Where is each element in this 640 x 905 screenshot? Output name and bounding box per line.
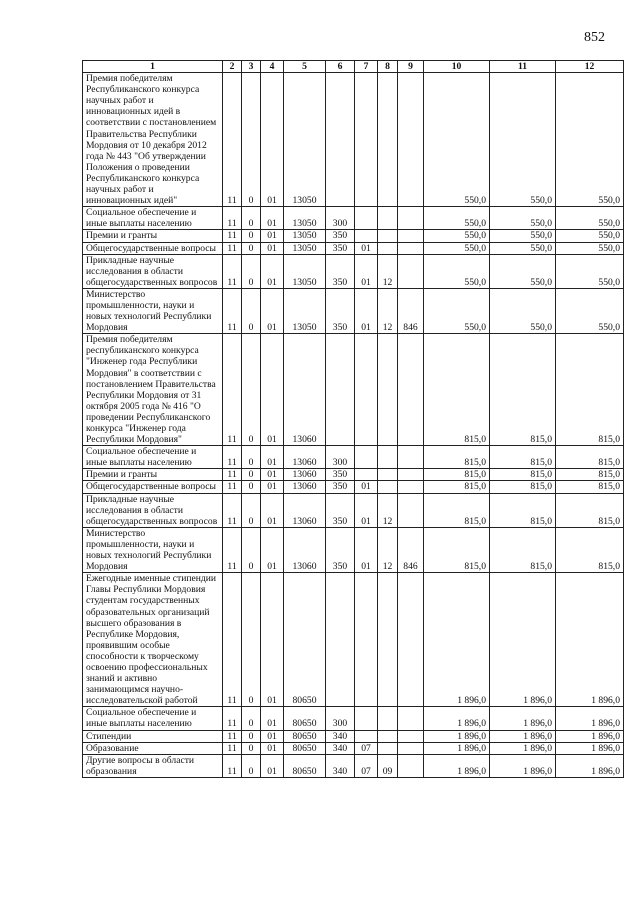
code-cell: 11 bbox=[223, 230, 242, 242]
code-cell bbox=[378, 73, 398, 207]
code-cell: 0 bbox=[242, 493, 261, 527]
amount-cell: 1 896,0 bbox=[556, 707, 624, 730]
amount-cell: 815,0 bbox=[424, 334, 490, 446]
code-cell bbox=[398, 707, 424, 730]
code-cell: 01 bbox=[355, 288, 378, 333]
code-cell: 01 bbox=[261, 481, 284, 493]
code-cell bbox=[378, 742, 398, 754]
code-cell: 01 bbox=[261, 527, 284, 572]
code-cell: 13050 bbox=[284, 254, 326, 288]
code-cell: 0 bbox=[242, 242, 261, 254]
code-cell bbox=[398, 230, 424, 242]
code-cell: 13050 bbox=[284, 288, 326, 333]
header-row bbox=[83, 61, 624, 73]
row-name-cell: Премия победителям Республиканского конкурса научных работ и инновационных идей в соответствии с постановлением Правительства Республики Мордовия от 10 декабря 2012 года № 443 "Об утверждении Положения о проведении Республиканского конкурса научных работ и инновационных идей" bbox=[83, 73, 223, 207]
code-cell bbox=[378, 334, 398, 446]
code-cell bbox=[378, 730, 398, 742]
code-cell: 340 bbox=[326, 730, 355, 742]
code-cell: 80650 bbox=[284, 573, 326, 707]
amount-cell: 815,0 bbox=[424, 493, 490, 527]
code-cell: 300 bbox=[326, 446, 355, 469]
row-name-cell: Прикладные научные исследования в области общегосударственных вопросов bbox=[83, 493, 223, 527]
code-cell: 11 bbox=[223, 527, 242, 572]
code-cell bbox=[378, 469, 398, 481]
code-cell: 350 bbox=[326, 242, 355, 254]
amount-cell: 550,0 bbox=[490, 207, 556, 230]
code-cell: 0 bbox=[242, 230, 261, 242]
code-cell: 11 bbox=[223, 73, 242, 207]
code-cell: 13060 bbox=[284, 493, 326, 527]
code-cell: 01 bbox=[261, 573, 284, 707]
col-header: 8 bbox=[378, 61, 398, 73]
amount-cell: 1 896,0 bbox=[556, 754, 624, 777]
code-cell bbox=[398, 242, 424, 254]
col-header: 9 bbox=[398, 61, 424, 73]
budget-table bbox=[82, 60, 624, 778]
table-row bbox=[83, 230, 624, 242]
code-cell: 846 bbox=[398, 527, 424, 572]
row-name-cell: Прикладные научные исследования в области общегосударственных вопросов bbox=[83, 254, 223, 288]
amount-cell: 815,0 bbox=[424, 446, 490, 469]
code-cell: 13050 bbox=[284, 207, 326, 230]
code-cell bbox=[378, 481, 398, 493]
code-cell bbox=[355, 73, 378, 207]
row-name-cell: Социальное обеспечение и иные выплаты населению bbox=[83, 207, 223, 230]
row-name-cell: Социальное обеспечение и иные выплаты населению bbox=[83, 446, 223, 469]
row-name-cell: Общегосударственные вопросы bbox=[83, 242, 223, 254]
amount-cell: 1 896,0 bbox=[490, 573, 556, 707]
code-cell: 01 bbox=[261, 288, 284, 333]
table-row bbox=[83, 707, 624, 730]
amount-cell: 550,0 bbox=[490, 73, 556, 207]
table-body bbox=[83, 73, 624, 778]
code-cell: 350 bbox=[326, 481, 355, 493]
code-cell: 0 bbox=[242, 469, 261, 481]
row-name-cell: Премии и гранты bbox=[83, 230, 223, 242]
col-header: 5 bbox=[284, 61, 326, 73]
amount-cell: 1 896,0 bbox=[556, 573, 624, 707]
row-name-cell: Стипендии bbox=[83, 730, 223, 742]
amount-cell: 550,0 bbox=[490, 288, 556, 333]
amount-cell: 815,0 bbox=[556, 469, 624, 481]
col-header: 3 bbox=[242, 61, 261, 73]
amount-cell: 815,0 bbox=[424, 469, 490, 481]
table-row bbox=[83, 73, 624, 207]
code-cell bbox=[326, 73, 355, 207]
amount-cell: 1 896,0 bbox=[556, 730, 624, 742]
code-cell bbox=[398, 446, 424, 469]
code-cell: 07 bbox=[355, 742, 378, 754]
code-cell: 01 bbox=[261, 469, 284, 481]
code-cell bbox=[378, 242, 398, 254]
amount-cell: 1 896,0 bbox=[490, 742, 556, 754]
code-cell: 01 bbox=[261, 334, 284, 446]
code-cell: 01 bbox=[261, 207, 284, 230]
code-cell: 300 bbox=[326, 707, 355, 730]
code-cell: 350 bbox=[326, 254, 355, 288]
code-cell: 07 bbox=[355, 754, 378, 777]
code-cell: 01 bbox=[261, 254, 284, 288]
amount-cell: 815,0 bbox=[490, 446, 556, 469]
code-cell: 80650 bbox=[284, 707, 326, 730]
amount-cell: 550,0 bbox=[424, 230, 490, 242]
code-cell bbox=[378, 207, 398, 230]
code-cell: 0 bbox=[242, 334, 261, 446]
code-cell: 80650 bbox=[284, 730, 326, 742]
amount-cell: 550,0 bbox=[490, 230, 556, 242]
code-cell: 11 bbox=[223, 446, 242, 469]
amount-cell: 550,0 bbox=[490, 242, 556, 254]
code-cell: 01 bbox=[261, 73, 284, 207]
code-cell bbox=[355, 730, 378, 742]
table-row bbox=[83, 207, 624, 230]
code-cell: 0 bbox=[242, 707, 261, 730]
code-cell: 0 bbox=[242, 481, 261, 493]
code-cell: 11 bbox=[223, 754, 242, 777]
code-cell: 13060 bbox=[284, 527, 326, 572]
table-row bbox=[83, 242, 624, 254]
table-row bbox=[83, 481, 624, 493]
col-header: 1 bbox=[83, 61, 223, 73]
code-cell bbox=[355, 334, 378, 446]
table-row bbox=[83, 469, 624, 481]
row-name-cell: Премии и гранты bbox=[83, 469, 223, 481]
code-cell: 13050 bbox=[284, 230, 326, 242]
amount-cell: 1 896,0 bbox=[424, 754, 490, 777]
amount-cell: 550,0 bbox=[556, 242, 624, 254]
code-cell bbox=[326, 573, 355, 707]
code-cell bbox=[398, 730, 424, 742]
code-cell: 13050 bbox=[284, 242, 326, 254]
code-cell bbox=[355, 707, 378, 730]
table-row bbox=[83, 254, 624, 288]
table-row bbox=[83, 573, 624, 707]
code-cell: 01 bbox=[261, 730, 284, 742]
code-cell bbox=[398, 207, 424, 230]
amount-cell: 815,0 bbox=[490, 334, 556, 446]
code-cell: 300 bbox=[326, 207, 355, 230]
amount-cell: 1 896,0 bbox=[424, 730, 490, 742]
amount-cell: 550,0 bbox=[424, 207, 490, 230]
code-cell bbox=[326, 334, 355, 446]
code-cell bbox=[398, 493, 424, 527]
code-cell bbox=[398, 469, 424, 481]
amount-cell: 550,0 bbox=[424, 73, 490, 207]
code-cell: 01 bbox=[261, 742, 284, 754]
code-cell: 350 bbox=[326, 230, 355, 242]
row-name-cell: Министерство промышленности, науки и новых технологий Республики Мордовия bbox=[83, 288, 223, 333]
code-cell: 01 bbox=[355, 254, 378, 288]
amount-cell: 550,0 bbox=[556, 207, 624, 230]
code-cell: 12 bbox=[378, 288, 398, 333]
code-cell: 11 bbox=[223, 469, 242, 481]
amount-cell: 815,0 bbox=[556, 527, 624, 572]
col-header: 12 bbox=[556, 61, 624, 73]
code-cell: 0 bbox=[242, 754, 261, 777]
code-cell: 01 bbox=[355, 493, 378, 527]
amount-cell: 550,0 bbox=[490, 254, 556, 288]
code-cell: 0 bbox=[242, 73, 261, 207]
col-header: 10 bbox=[424, 61, 490, 73]
code-cell: 11 bbox=[223, 573, 242, 707]
amount-cell: 815,0 bbox=[490, 481, 556, 493]
table-row bbox=[83, 730, 624, 742]
amount-cell: 815,0 bbox=[556, 446, 624, 469]
row-name-cell: Ежегодные именные стипендии Главы Республики Мордовия студентам государственных образовательных организаций высшего образования в Республике Мордовия, проявившим особые способности к творческому освоению профессиональных знаний и активно занимающимся научно-исследовательской работой bbox=[83, 573, 223, 707]
code-cell: 12 bbox=[378, 254, 398, 288]
code-cell bbox=[398, 334, 424, 446]
amount-cell: 815,0 bbox=[490, 527, 556, 572]
code-cell: 13050 bbox=[284, 73, 326, 207]
code-cell: 11 bbox=[223, 730, 242, 742]
code-cell: 11 bbox=[223, 207, 242, 230]
amount-cell: 1 896,0 bbox=[424, 573, 490, 707]
table-row bbox=[83, 493, 624, 527]
code-cell: 09 bbox=[378, 754, 398, 777]
code-cell: 13060 bbox=[284, 446, 326, 469]
amount-cell: 1 896,0 bbox=[490, 707, 556, 730]
amount-cell: 550,0 bbox=[424, 254, 490, 288]
code-cell: 11 bbox=[223, 707, 242, 730]
code-cell: 01 bbox=[355, 527, 378, 572]
code-cell bbox=[398, 73, 424, 207]
code-cell: 0 bbox=[242, 573, 261, 707]
code-cell bbox=[398, 254, 424, 288]
code-cell: 340 bbox=[326, 754, 355, 777]
code-cell bbox=[398, 481, 424, 493]
code-cell: 12 bbox=[378, 493, 398, 527]
code-cell bbox=[398, 573, 424, 707]
amount-cell: 1 896,0 bbox=[556, 742, 624, 754]
code-cell: 350 bbox=[326, 288, 355, 333]
amount-cell: 550,0 bbox=[556, 230, 624, 242]
amount-cell: 815,0 bbox=[556, 493, 624, 527]
code-cell: 80650 bbox=[284, 742, 326, 754]
code-cell: 11 bbox=[223, 254, 242, 288]
code-cell: 11 bbox=[223, 334, 242, 446]
amount-cell: 815,0 bbox=[556, 334, 624, 446]
code-cell: 01 bbox=[261, 493, 284, 527]
code-cell bbox=[355, 573, 378, 707]
code-cell bbox=[398, 742, 424, 754]
table-row bbox=[83, 288, 624, 333]
code-cell: 01 bbox=[261, 707, 284, 730]
row-name-cell: Премия победителям республиканского конкурса "Инженер года Республики Мордовия" в соответствии с постановлением Правительства Республики Мордовия от 31 октября 2005 года № 416 "О проведении Республиканского конкурса "Инженер года Республики Мордовия" bbox=[83, 334, 223, 446]
col-header: 7 bbox=[355, 61, 378, 73]
code-cell: 0 bbox=[242, 288, 261, 333]
amount-cell: 815,0 bbox=[490, 493, 556, 527]
code-cell: 01 bbox=[261, 446, 284, 469]
code-cell bbox=[378, 446, 398, 469]
code-cell: 11 bbox=[223, 481, 242, 493]
code-cell: 11 bbox=[223, 242, 242, 254]
amount-cell: 1 896,0 bbox=[490, 730, 556, 742]
row-name-cell: Другие вопросы в области образования bbox=[83, 754, 223, 777]
table-row bbox=[83, 527, 624, 572]
code-cell bbox=[355, 446, 378, 469]
code-cell: 11 bbox=[223, 742, 242, 754]
code-cell: 12 bbox=[378, 527, 398, 572]
code-cell bbox=[398, 754, 424, 777]
table-row bbox=[83, 446, 624, 469]
code-cell: 01 bbox=[355, 242, 378, 254]
amount-cell: 550,0 bbox=[424, 242, 490, 254]
amount-cell: 550,0 bbox=[556, 288, 624, 333]
table-row bbox=[83, 754, 624, 777]
code-cell: 350 bbox=[326, 493, 355, 527]
code-cell: 11 bbox=[223, 288, 242, 333]
col-header: 4 bbox=[261, 61, 284, 73]
code-cell: 0 bbox=[242, 742, 261, 754]
amount-cell: 1 896,0 bbox=[424, 742, 490, 754]
amount-cell: 1 896,0 bbox=[424, 707, 490, 730]
row-name-cell: Общегосударственные вопросы bbox=[83, 481, 223, 493]
code-cell bbox=[355, 469, 378, 481]
code-cell: 01 bbox=[261, 230, 284, 242]
code-cell: 13060 bbox=[284, 334, 326, 446]
row-name-cell: Образование bbox=[83, 742, 223, 754]
code-cell: 01 bbox=[355, 481, 378, 493]
code-cell: 11 bbox=[223, 493, 242, 527]
code-cell bbox=[355, 207, 378, 230]
table-row bbox=[83, 334, 624, 446]
amount-cell: 550,0 bbox=[424, 288, 490, 333]
amount-cell: 815,0 bbox=[424, 527, 490, 572]
code-cell: 13060 bbox=[284, 469, 326, 481]
code-cell: 340 bbox=[326, 742, 355, 754]
row-name-cell: Социальное обеспечение и иные выплаты населению bbox=[83, 707, 223, 730]
col-header: 11 bbox=[490, 61, 556, 73]
code-cell bbox=[378, 707, 398, 730]
row-name-cell: Министерство промышленности, науки и новых технологий Республики Мордовия bbox=[83, 527, 223, 572]
col-header: 2 bbox=[223, 61, 242, 73]
amount-cell: 550,0 bbox=[556, 254, 624, 288]
code-cell bbox=[378, 230, 398, 242]
code-cell: 0 bbox=[242, 446, 261, 469]
code-cell: 0 bbox=[242, 730, 261, 742]
code-cell: 13060 bbox=[284, 481, 326, 493]
page-number: 852 bbox=[584, 30, 605, 45]
code-cell: 0 bbox=[242, 207, 261, 230]
code-cell: 350 bbox=[326, 527, 355, 572]
table-row bbox=[83, 742, 624, 754]
code-cell bbox=[355, 230, 378, 242]
code-cell: 350 bbox=[326, 469, 355, 481]
code-cell: 0 bbox=[242, 527, 261, 572]
code-cell: 01 bbox=[261, 754, 284, 777]
col-header: 6 bbox=[326, 61, 355, 73]
amount-cell: 815,0 bbox=[424, 481, 490, 493]
amount-cell: 1 896,0 bbox=[490, 754, 556, 777]
code-cell bbox=[378, 573, 398, 707]
amount-cell: 815,0 bbox=[556, 481, 624, 493]
code-cell: 80650 bbox=[284, 754, 326, 777]
code-cell: 846 bbox=[398, 288, 424, 333]
code-cell: 01 bbox=[261, 242, 284, 254]
code-cell: 0 bbox=[242, 254, 261, 288]
amount-cell: 550,0 bbox=[556, 73, 624, 207]
amount-cell: 815,0 bbox=[490, 469, 556, 481]
